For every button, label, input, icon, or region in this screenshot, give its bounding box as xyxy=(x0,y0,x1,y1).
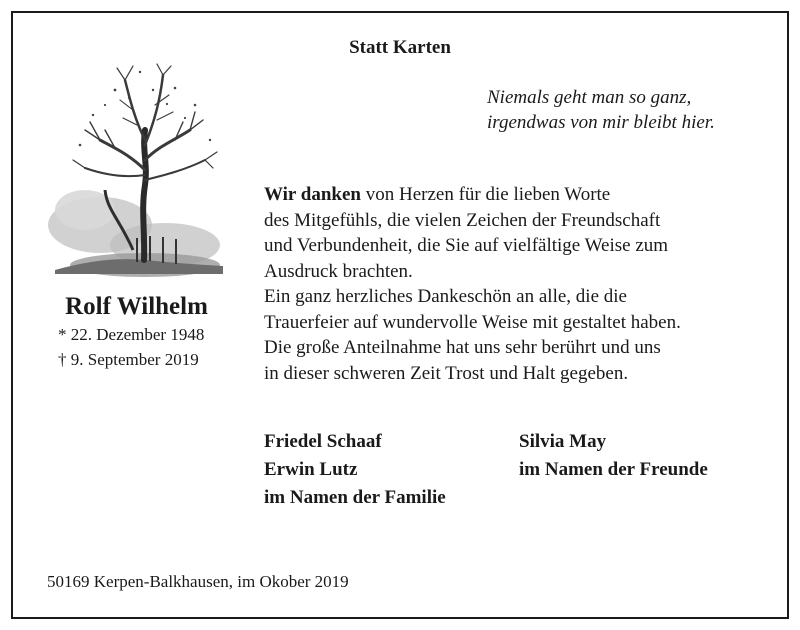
tree-icon xyxy=(45,60,225,282)
message-line xyxy=(264,182,764,208)
quote-line: irgendwas von mir bleibt hier. xyxy=(487,112,715,133)
birth-date: * 22. Dezember 1948 xyxy=(58,325,205,344)
place-and-date: 50169 Kerpen-Balkhausen, im Okober 2019 xyxy=(47,572,349,591)
death-date: † 9. September 2019 xyxy=(58,350,199,369)
signature-line: Silvia May xyxy=(519,431,607,452)
message-lead-rest: von Herzen für die lieben Worte xyxy=(360,184,611,205)
signature-line: Friedel Schaaf xyxy=(264,431,382,452)
signature-line: im Namen der Freunde xyxy=(519,459,708,480)
life-dates xyxy=(58,322,204,372)
quote-line: Niemals geht man so ganz, xyxy=(487,87,692,108)
signature-line: im Namen der Familie xyxy=(264,487,446,508)
signature-line: Erwin Lutz xyxy=(264,459,358,480)
family-signature xyxy=(264,428,446,512)
message-line: des Mitgefühls, die vielen Zeichen der Freundschaft xyxy=(264,209,661,231)
message-lead: Wir danken xyxy=(264,184,361,205)
message-line: in dieser schweren Zeit Trost und Halt gegeben. xyxy=(264,362,629,384)
message-line: Ein ganz herzliches Dankeschön an alle, die die xyxy=(264,286,627,307)
message-line: Trauerfeier auf wundervolle Weise mit gestaltet haben. xyxy=(264,311,681,333)
message-line: Ausdruck brachten. xyxy=(264,260,413,282)
friends-signature xyxy=(519,428,708,484)
message-line: Die große Anteilnahme hat uns sehr berührt und uns xyxy=(264,337,661,358)
deceased-name: Rolf Wilhelm xyxy=(65,293,208,320)
memorial-quote xyxy=(487,85,715,135)
message-line: und Verbundenheit, die Sie auf vielfältige Weise zum xyxy=(264,235,669,256)
thank-you-message xyxy=(264,182,764,386)
notice-heading: Statt Karten xyxy=(349,37,451,58)
